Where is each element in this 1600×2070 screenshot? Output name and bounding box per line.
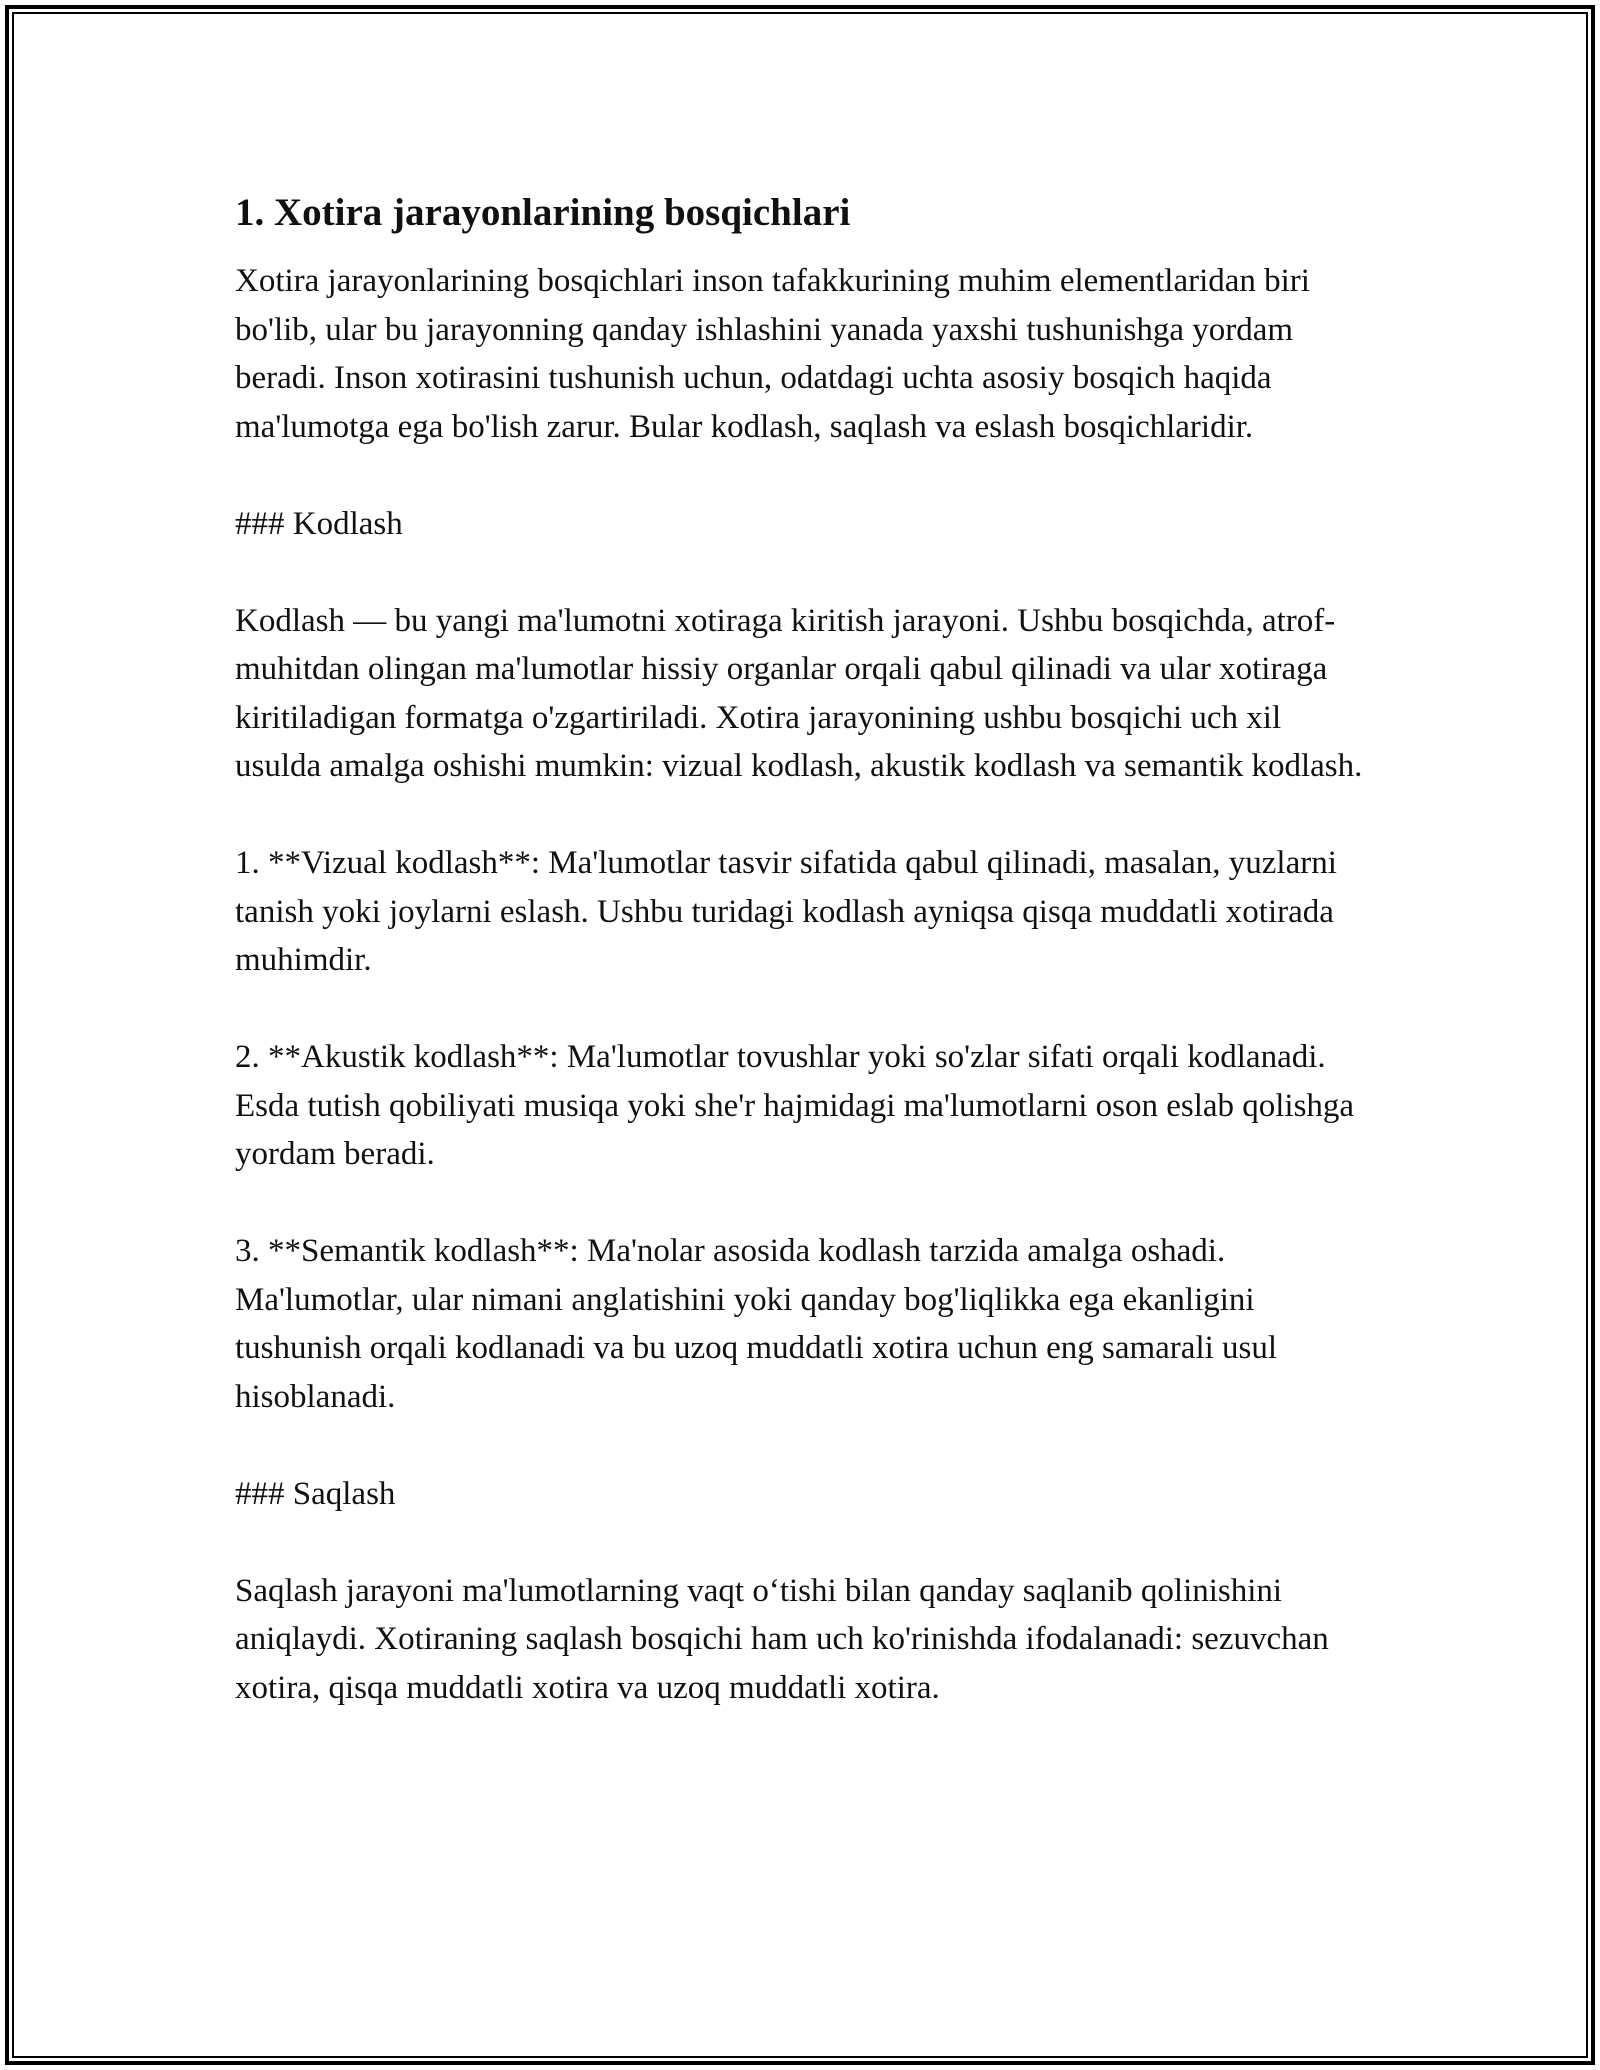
kodlash-paragraph: Kodlash — bu yangi ma'lumotni xotiraga kiritish jarayoni. Ushbu bosqichda, atrof-muhitdan olingan ma'lumotlar hissiy organlar orqali qabul qilinadi va ular xotiraga kiritiladigan formatga o'zgartiriladi. Xotira jarayonining ushbu bosqichi uch xil usulda amalga oshishi mumkin: vizual kodlash, akustik kodlash va semantik kodlash. — [235, 602, 1363, 784]
saqlash-paragraph: Saqlash jarayoni ma'lumotlarning vaqt o‘tishi bilan qanday saqlanib qolinishini aniqlaydi. Xotiraning saqlash bosqichi ham uch ko'rinishda ifodalanadi: sezuvchan xotira, qisqa muddatli xotira va uzoq muddatli xotira. — [235, 1572, 1329, 1706]
document-body — [235, 185, 1375, 1712]
list-item-akustik: 2. **Akustik kodlash**: Ma'lumotlar tovushlar yoki so'zlar sifati orqali kodlanadi. Esda tutish qobiliyati musiqa yoki she'r hajmidagi ma'lumotlarni oson eslab qolishga yordam beradi. — [235, 1039, 1355, 1172]
list-item-vizual: 1. **Vizual kodlash**: Ma'lumotlar tasvir sifatida qabul qilinadi, masalan, yuzlarni tanish yoki joylarni eslash. Ushbu turidagi kodlash ayniqsa qisqa muddatli xotirada muhimdir. — [235, 845, 1337, 978]
intro-paragraph: Xotira jarayonlarining bosqichlari inson tafakkurining muhim elementlaridan biri bo'lib, ular bu jarayonning qanday ishlashini yanada yaxshi tushunishga yordam beradi. Inson xotirasini tushunish uchun, odatdagi uchta asosiy bosqich haqida ma'lumotga ega bo'lish zarur. Bular kodlash, saqlash va eslash bosqichlaridir. — [235, 263, 1310, 445]
subheading-kodlash: ### Kodlash — [235, 505, 403, 542]
document-title: 1. Xotira jarayonlarining bosqichlari — [235, 191, 851, 234]
list-item-semantik: 3. **Semantik kodlash**: Ma'nolar asosida kodlash tarzida amalga oshadi. Ma'lumotlar, ular nimani anglatishini yoki qanday bog'liqlikka ega ekanligini tushunish orqali kodlanadi va bu uzoq muddatli xotira uchun eng samarali usul hisoblanadi. — [235, 1233, 1278, 1415]
subheading-saqlash: ### Saqlash — [235, 1475, 396, 1512]
